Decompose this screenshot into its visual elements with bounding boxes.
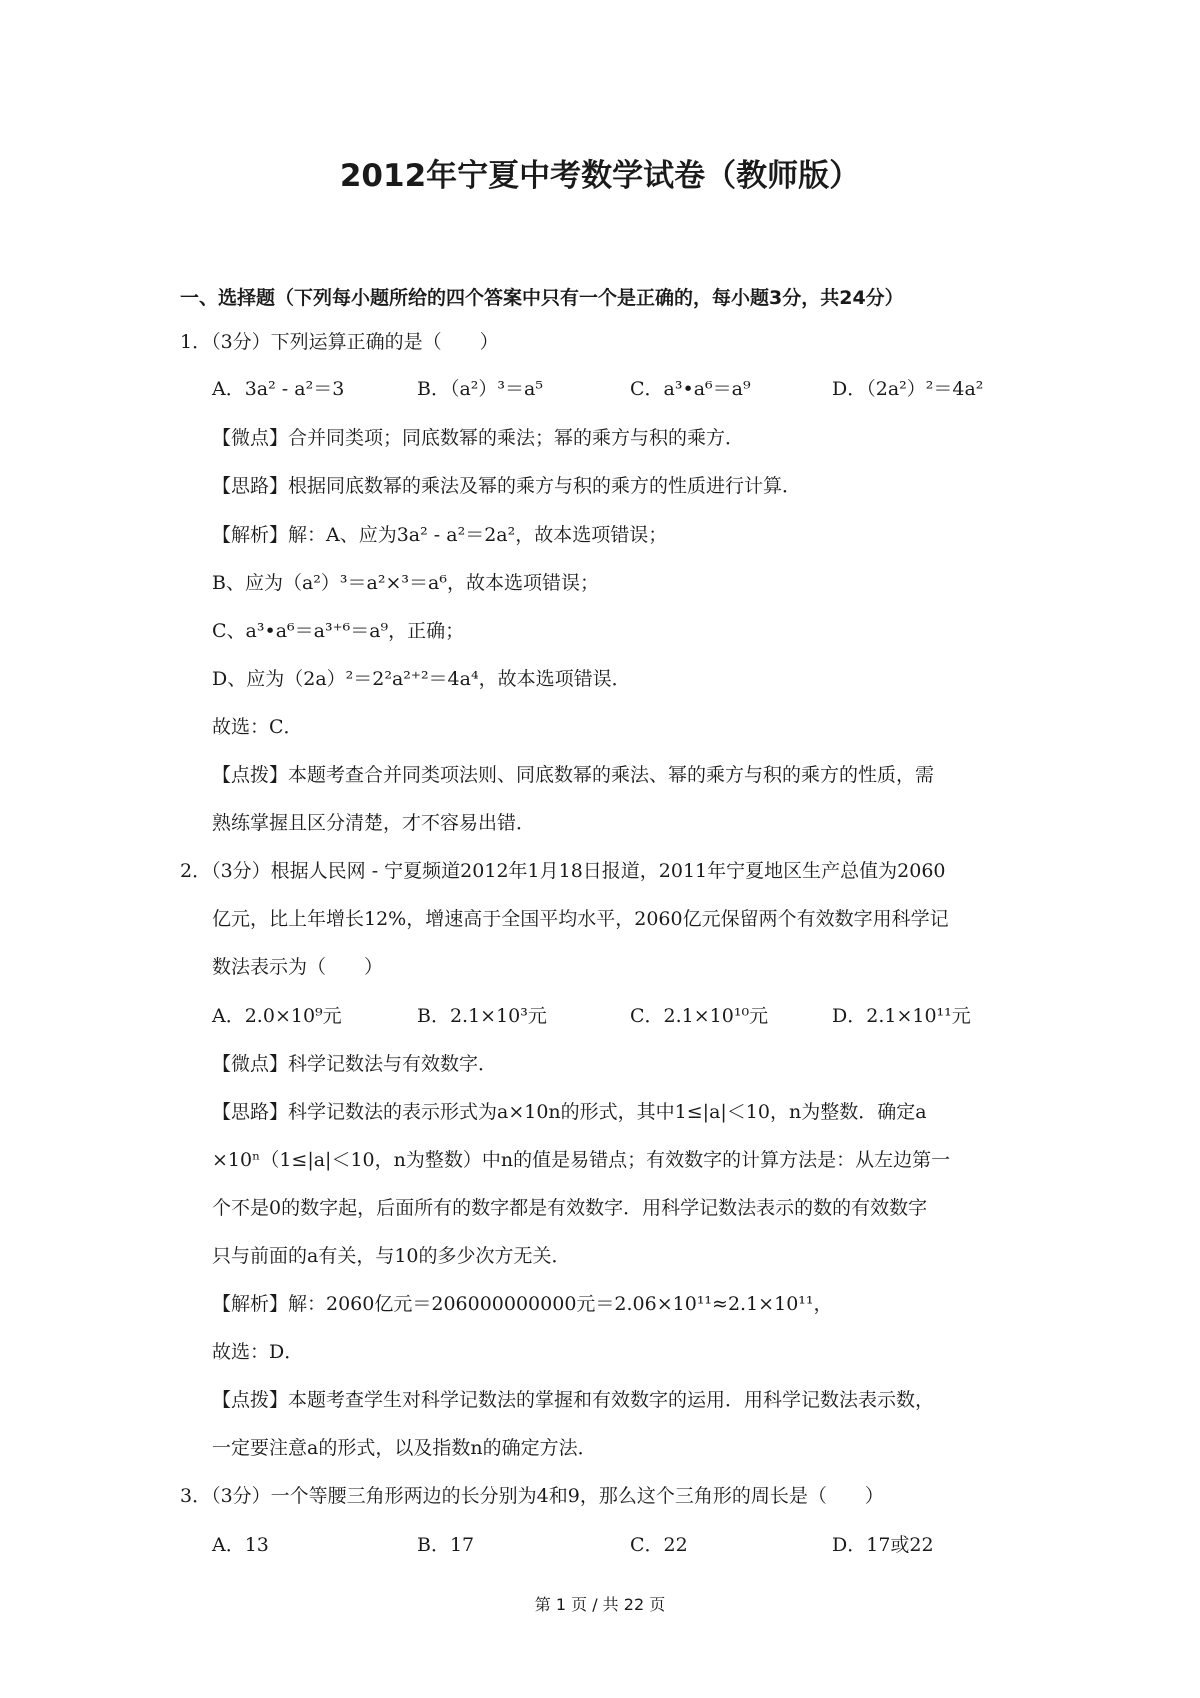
question-2-options — [212, 1001, 1032, 1029]
q2-option-a: A．2.0×10⁹元 — [212, 1005, 342, 1027]
q2-option-d: D．2.1×10¹¹元 — [832, 1005, 971, 1027]
q1-jiexi-line: C、a³•a⁶＝a³⁺⁶＝a⁹，正确； — [212, 620, 465, 642]
page-number-footer: 第 1 页 / 共 22 页 — [534, 1595, 666, 1614]
q2-silu-line: 【思路】科学记数法的表示形式为a×10n的形式，其中1≤|a|＜10，n为整数．确定a — [212, 1101, 927, 1123]
question-3-options — [212, 1530, 1032, 1558]
q1-jiexi-line: D、应为（2a）²＝2²a²⁺²＝4a⁴，故本选项错误． — [212, 668, 631, 690]
page-title: 2012年宁夏中考数学试卷（教师版） — [339, 158, 861, 194]
q2-dianbo-line: 【点拨】本题考查学生对科学记数法的掌握和有效数字的运用．用科学记数法表示数， — [212, 1389, 935, 1411]
question-2-stem: 2．（3分）根据人民网 - 宁夏频道2012年1月18日报道，2011年宁夏地区生产总值为2060 — [180, 860, 946, 882]
q1-option-d: D．（2a²）²＝4a² — [832, 378, 984, 400]
q1-option-a: A．3a² - a²＝3 — [212, 378, 345, 400]
q1-silu: 【思路】根据同底数幂的乘法及幂的乘方与积的乘方的性质进行计算． — [212, 475, 802, 497]
q2-option-b: B．2.1×10³元 — [417, 1005, 547, 1027]
q1-option-b: B．（a²）³＝a⁵ — [417, 378, 543, 400]
question-1-stem: 1．（3分）下列运算正确的是（ ） — [180, 331, 499, 353]
question-2-stem: 数法表示为（ ） — [212, 956, 384, 978]
question-2-stem: 亿元，比上年增长12%，增速高于全国平均水平，2060亿元保留两个有效数字用科学记 — [212, 908, 949, 930]
q3-option-d: D．17或22 — [832, 1534, 934, 1556]
q2-weidian: 【微点】科学记数法与有效数字． — [212, 1053, 498, 1075]
q2-option-c: C．2.1×10¹⁰元 — [630, 1005, 769, 1027]
q3-option-a: A．13 — [212, 1534, 269, 1556]
q3-option-c: C．22 — [630, 1534, 688, 1556]
q2-answer: 故选：D． — [212, 1341, 304, 1363]
q2-silu-line: 个不是0的数字起，后面所有的数字都是有效数字．用科学记数法表示的数的有效数字 — [212, 1197, 928, 1219]
q2-dianbo-line: 一定要注意a的形式，以及指数n的确定方法． — [212, 1437, 597, 1459]
question-3-stem: 3．（3分）一个等腰三角形两边的长分别为4和9，那么这个三角形的周长是（ ） — [180, 1485, 884, 1507]
q2-silu-line: ×10ⁿ（1≤|a|＜10，n为整数）中n的值是易错点；有效数字的计算方法是：从左边第一 — [212, 1149, 951, 1171]
question-1-options — [212, 374, 1032, 402]
q1-dianbo-line: 熟练掌握且区分清楚，才不容易出错． — [212, 812, 536, 834]
q2-jiexi-line: 【解析】解：2060亿元＝206000000000元＝2.06×10¹¹≈2.1×10¹¹， — [212, 1293, 833, 1315]
q2-silu-line: 只与前面的a有关，与10的多少次方无关． — [212, 1245, 571, 1267]
q3-option-b: B．17 — [417, 1534, 475, 1556]
q1-dianbo-line: 【点拨】本题考查合并同类项法则、同底数幂的乘法、幂的乘方与积的乘方的性质，需 — [212, 764, 935, 786]
q1-jiexi-line: B、应为（a²）³＝a²×³＝a⁶，故本选项错误； — [212, 572, 599, 594]
q1-answer: 故选：C． — [212, 716, 303, 738]
section-heading: 一、选择题（下列每小题所给的四个答案中只有一个是正确的，每小题3分，共24分） — [180, 287, 904, 309]
q1-jiexi-line: 【解析】解：A、应为3a² - a²＝2a²，故本选项错误； — [212, 524, 668, 546]
q1-weidian: 【微点】合并同类项；同底数幂的乘法；幂的乘方与积的乘方． — [212, 427, 745, 449]
q1-option-c: C．a³•a⁶＝a⁹ — [630, 378, 751, 400]
